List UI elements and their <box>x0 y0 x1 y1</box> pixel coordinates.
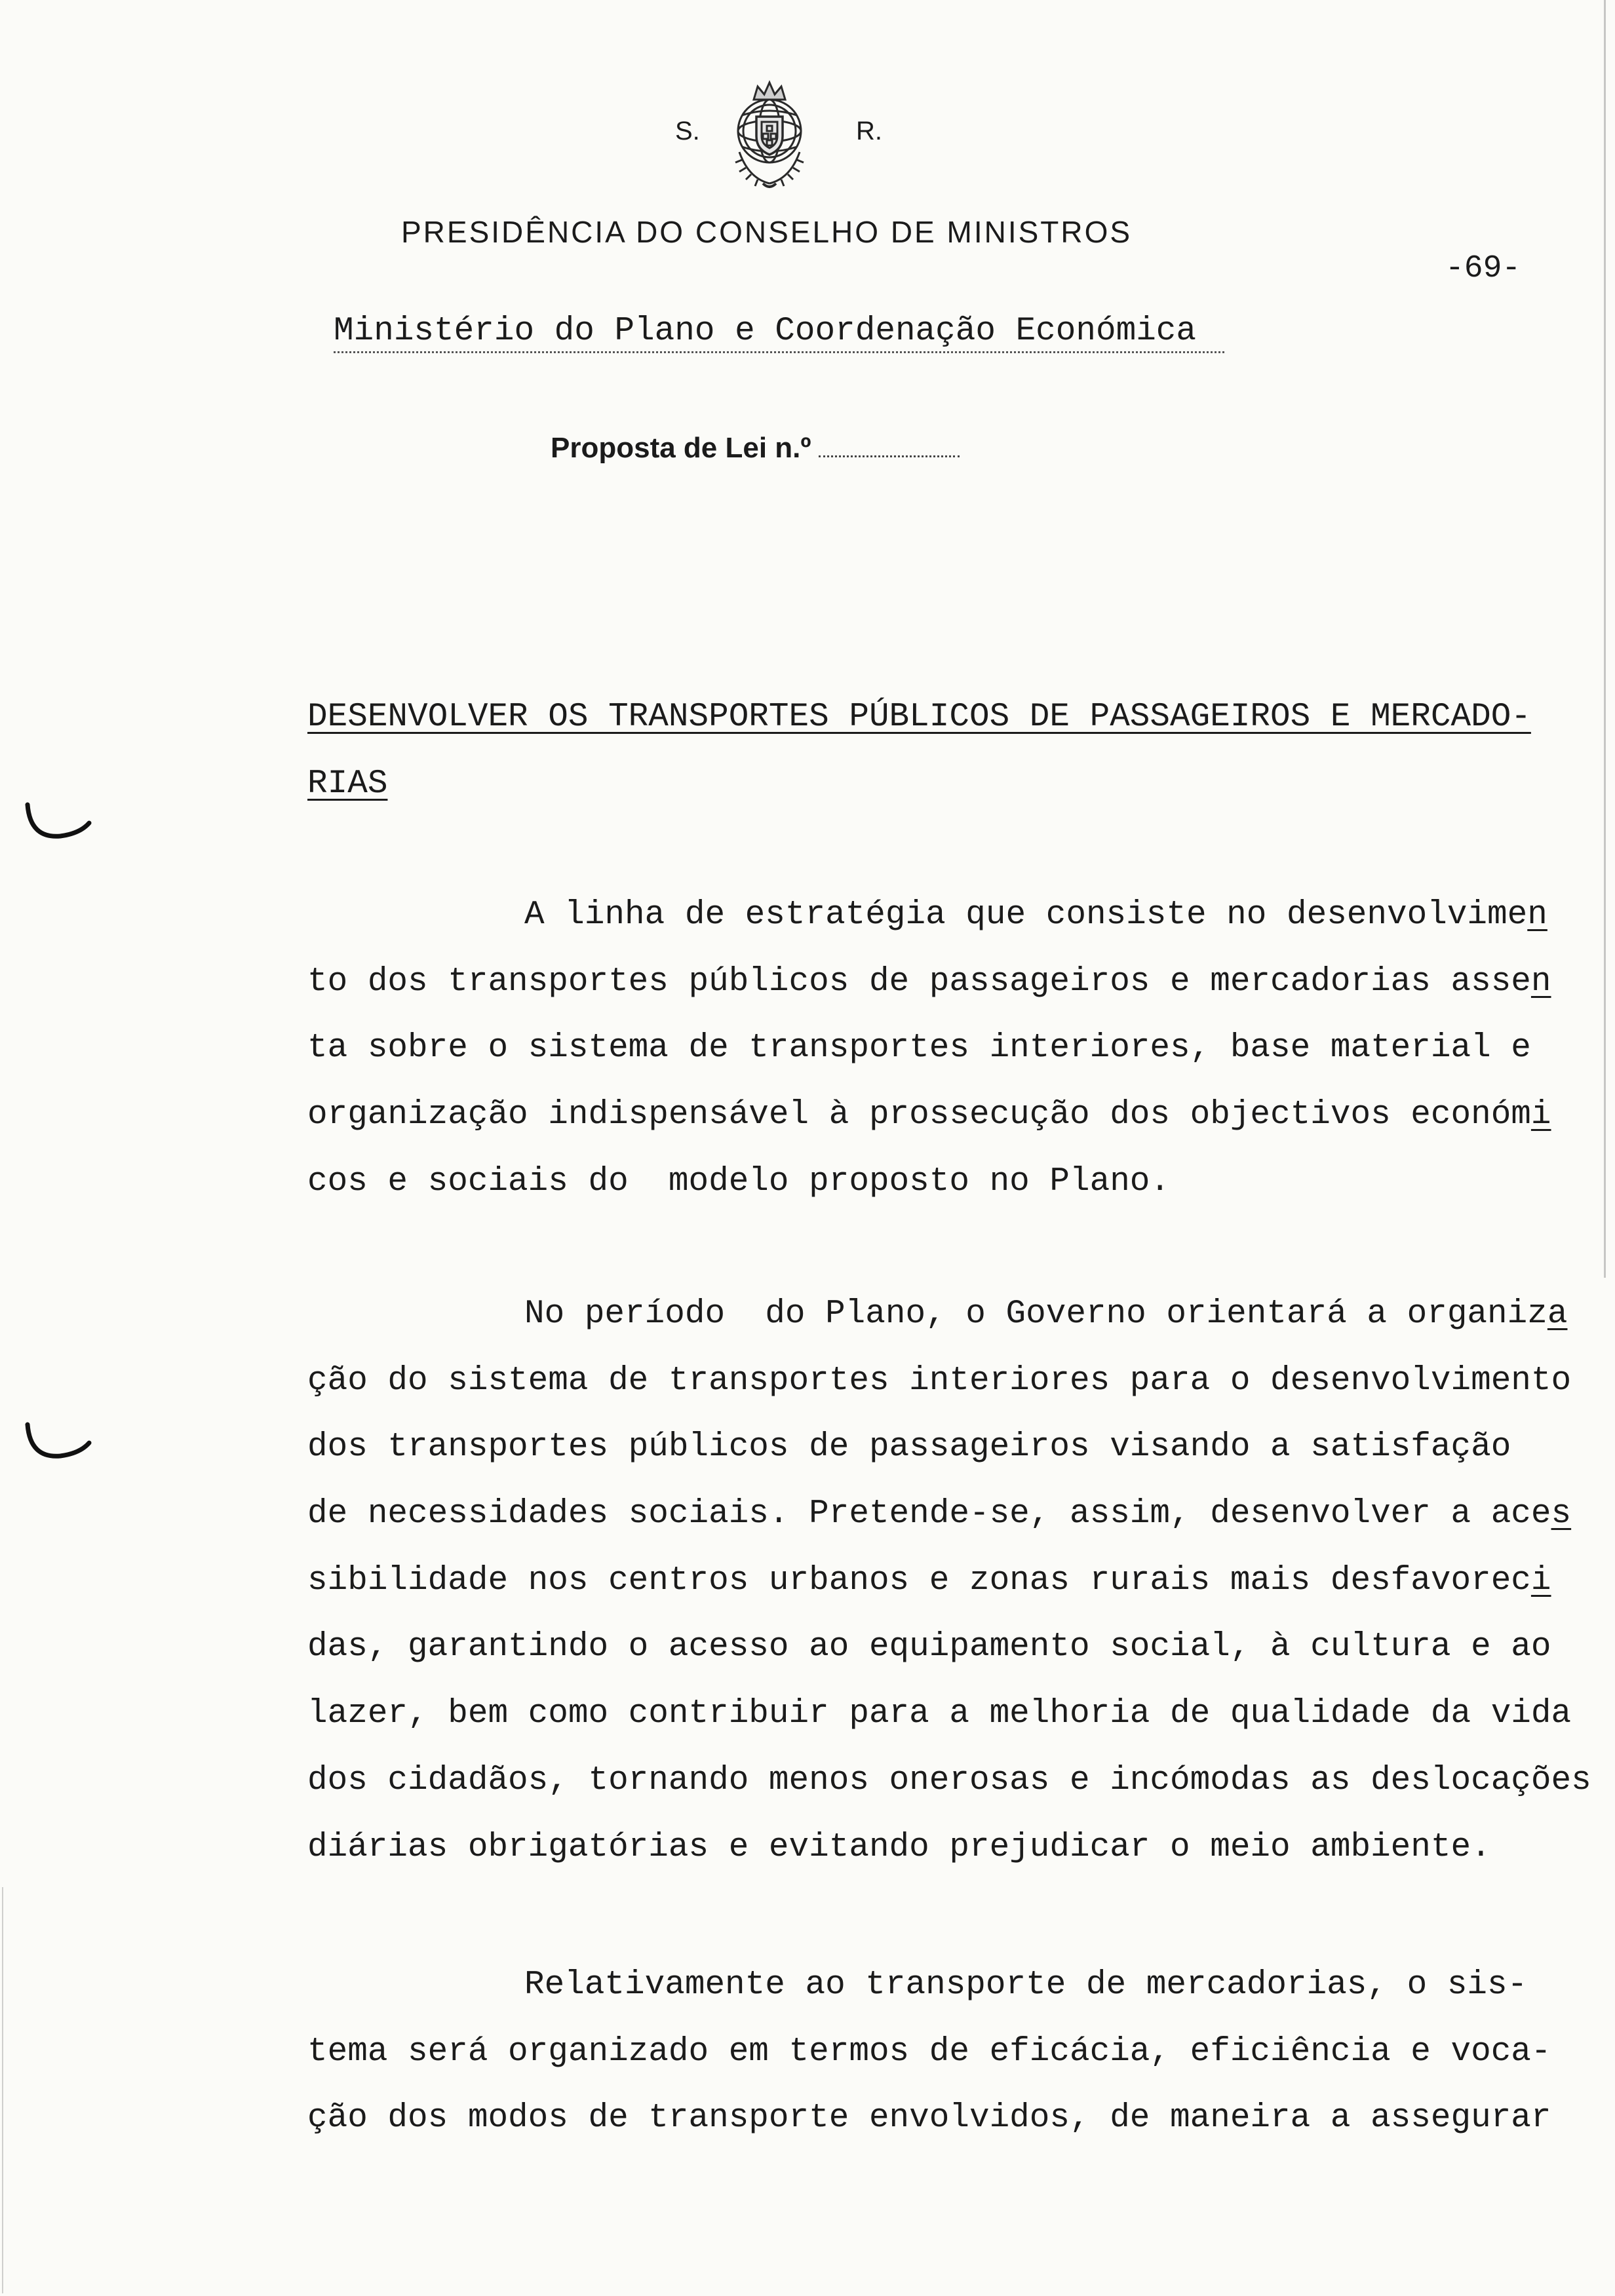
letterhead-s: S. <box>675 117 700 145</box>
proposal-label: Proposta de Lei n.º <box>551 432 811 464</box>
text-line: cos e sociais do modelo proposto no Plano. <box>307 1162 1171 1200</box>
section-heading <box>307 684 1612 817</box>
office-title: PRESIDÊNCIA DO CONSELHO DE MINISTROS <box>401 215 1133 249</box>
text-line: das, garantindo o acesso ao equipamento social, à cultura e ao <box>307 1628 1551 1666</box>
paragraph <box>307 1952 1612 2152</box>
text-line: Relativamente ao transporte de mercadorias, o sis- <box>524 1966 1528 2004</box>
heading-line: DESENVOLVER OS TRANSPORTES PÚBLICOS DE PASSAGEIROS E MERCADO- <box>307 698 1531 736</box>
page-number: -69- <box>1445 251 1521 286</box>
text-line: lazer, bem como contribuir para a melhoria de qualidade da vida <box>307 1695 1572 1733</box>
proposal-number-blank <box>819 449 960 457</box>
heading-line: RIAS <box>307 765 388 803</box>
text-line: A linha de estratégia que consiste no desenvolvimen <box>524 896 1547 934</box>
text-line: tema será organizado em termos de eficácia, eficiência e voca- <box>307 2033 1551 2071</box>
binder-hole-mark <box>22 1421 94 1466</box>
text-line: de necessidades sociais. Pretende-se, assim, desenvolver a aces <box>307 1495 1572 1533</box>
text-line: ção dos modos de transporte envolvidos, de maneira a assegurar <box>307 2099 1551 2137</box>
coat-of-arms-emblem <box>720 80 819 191</box>
text-line: dos cidadãos, tornando menos onerosas e incómodas as deslocações <box>307 1761 1591 1799</box>
text-line: ta sobre o sistema de transportes interiores, base material e <box>307 1029 1531 1067</box>
text-line: diárias obrigatórias e evitando prejudicar o meio ambiente. <box>307 1828 1491 1866</box>
ministry-name: Ministério do Plano e Coordenação Económica <box>334 313 1224 353</box>
text-line: to dos transportes públicos de passageiros e mercadorias assen <box>307 963 1551 1001</box>
scan-edge-line <box>2 1887 3 2293</box>
text-line: sibilidade nos centros urbanos e zonas rurais mais desfavoreci <box>307 1561 1551 1599</box>
text-line: organização indispensável à prossecução dos objectivos económi <box>307 1096 1551 1134</box>
text-line: No período do Plano, o Governo orientará a organiza <box>524 1295 1568 1333</box>
paragraph <box>307 882 1612 1215</box>
proposal-line <box>551 430 960 467</box>
text-line: ção do sistema de transportes interiores para o desenvolvimento <box>307 1362 1572 1400</box>
binder-hole-mark <box>22 801 94 847</box>
text-line: dos transportes públicos de passageiros visando a satisfação <box>307 1428 1511 1466</box>
paragraph <box>307 1281 1612 1881</box>
letterhead-r: R. <box>856 117 882 145</box>
